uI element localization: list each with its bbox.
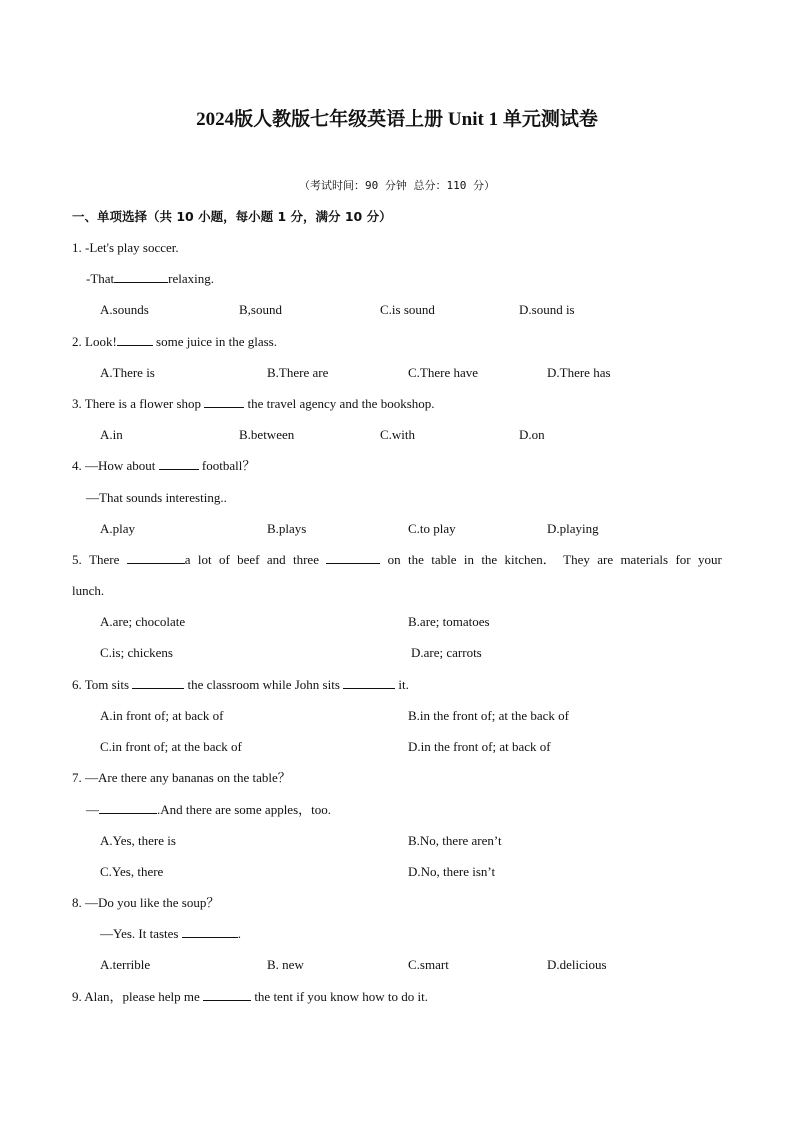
question-8-option-c: C.smart: [408, 957, 449, 972]
answer-blank: [326, 552, 380, 564]
question-2-option-c: C.There have: [408, 365, 479, 380]
question-4-option-a: A.play: [100, 521, 136, 536]
question-6-option-d: D.in the front of; at back of: [408, 739, 551, 754]
question-8-option-d: D.delicious: [547, 957, 607, 972]
question-4-reply: —That sounds interesting..: [86, 490, 227, 505]
question-5-option-a: A.are; chocolate: [100, 614, 186, 629]
question-4-option-c: C.to play: [408, 521, 456, 536]
question-7-reply: — .And there are some apples，too.: [86, 802, 332, 817]
question-5-text-continued: lunch.: [72, 583, 105, 598]
question-7-option-c: C.Yes, there: [100, 864, 164, 879]
question-1-option-c: C.is sound: [380, 302, 435, 317]
question-4-option-b: B.plays: [267, 521, 307, 536]
answer-blank: [132, 677, 184, 689]
question-3-option-d: D.on: [519, 427, 545, 442]
question-8-option-b: B. new: [267, 957, 304, 972]
exam-info: （考试时间：90 分钟 总分：110 分）: [299, 179, 495, 192]
question-1-option-b: B,sound: [239, 302, 282, 317]
answer-blank: [203, 989, 251, 1001]
question-8-option-a: A.terrible: [100, 957, 151, 972]
question-5-option-d: D.are; carrots: [411, 645, 482, 660]
question-3-option-b: B.between: [239, 427, 295, 442]
question-6-option-b: B.in the front of; at the back of: [408, 708, 570, 723]
question-8-text: 8. —Do you like the soup？: [72, 895, 220, 910]
question-1-option-a: A.sounds: [100, 302, 149, 317]
question-6-text: 6. Tom sits the classroom while John sits it.: [72, 677, 409, 692]
answer-blank: [114, 271, 168, 283]
question-7-option-d: D.No, there isn’t: [408, 864, 496, 879]
question-2-text: 2. Look! some juice in the glass.: [72, 334, 277, 349]
section-heading: 一、单项选择（共 10 小题，每小题 1 分，满分 10 分）: [72, 209, 392, 224]
answer-blank: [182, 926, 238, 938]
page-title: 2024版人教版七年级英语上册 Unit 1 单元测试卷: [196, 109, 598, 130]
question-6-option-a: A.in front of; at back of: [100, 708, 224, 723]
answer-blank: [99, 802, 157, 814]
question-1-text: 1. -Let's play soccer.: [72, 240, 179, 255]
question-2-option-a: A.There is: [100, 365, 155, 380]
question-5-text: 5. There a lot of beef and three on the table in the kitchen． They are materials for your: [72, 552, 722, 567]
question-5-option-c: C.is; chickens: [100, 645, 173, 660]
answer-blank: [117, 334, 153, 346]
question-2-option-d: D.There has: [547, 365, 611, 380]
question-4-option-d: D.playing: [547, 521, 599, 536]
question-3-option-a: A.in: [100, 427, 123, 442]
question-3-text: 3. There is a flower shop the travel agency and the bookshop.: [72, 396, 435, 411]
question-2-option-b: B.There are: [267, 365, 329, 380]
answer-blank: [159, 458, 199, 470]
question-7-option-a: A.Yes, there is: [100, 833, 176, 848]
question-4-text: 4. —How about football？: [72, 458, 256, 473]
answer-blank: [343, 677, 395, 689]
question-7-text: 7. —Are there any bananas on the table？: [72, 770, 291, 785]
answer-blank: [204, 396, 244, 408]
question-3-option-c: C.with: [380, 427, 416, 442]
question-8-reply: —Yes. It tastes .: [100, 926, 241, 941]
question-7-option-b: B.No, there aren’t: [408, 833, 502, 848]
question-6-option-c: C.in front of; at the back of: [100, 739, 242, 754]
question-5-option-b: B.are; tomatoes: [408, 614, 490, 629]
question-9-text: 9. Alan，please help me the tent if you know how to do it.: [72, 989, 428, 1004]
question-1-option-d: D.sound is: [519, 302, 575, 317]
question-1-reply: -That relaxing.: [86, 271, 214, 286]
answer-blank: [127, 552, 185, 564]
